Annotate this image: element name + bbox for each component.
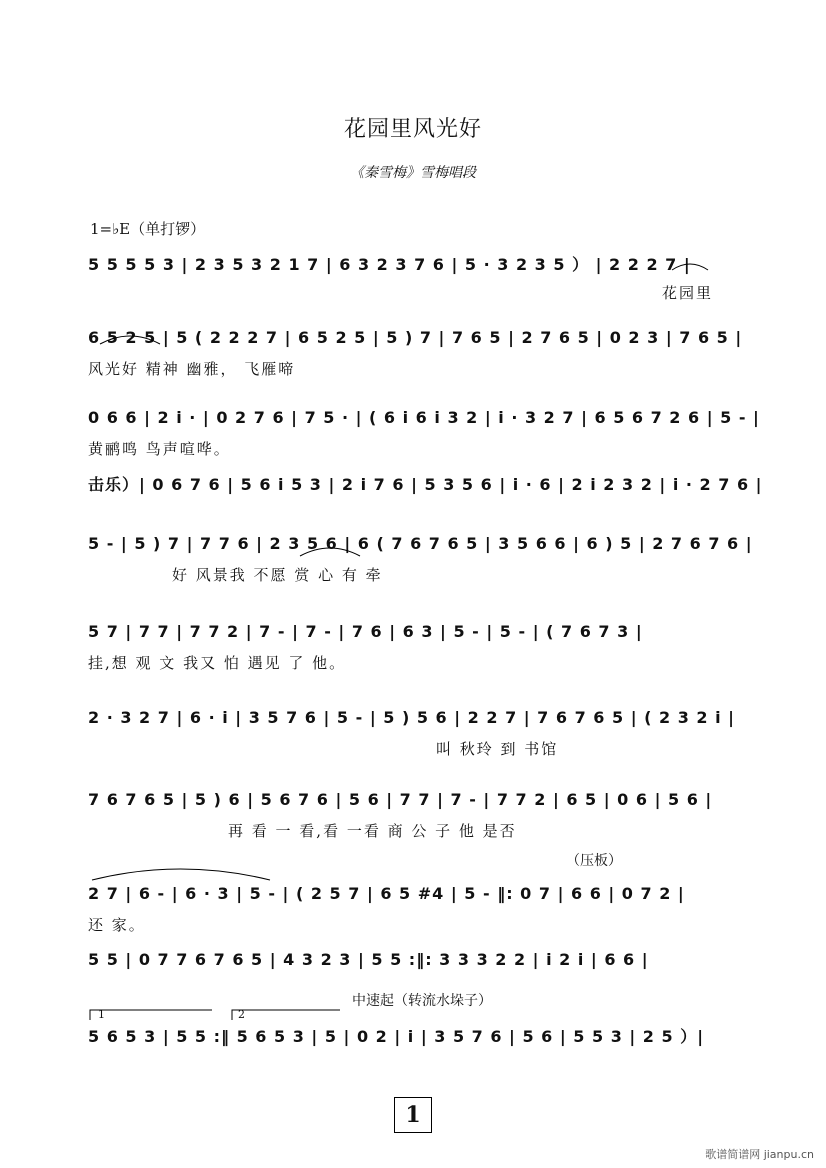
lyrics-line: 叫 秋玲 到 书馆 [436, 740, 559, 758]
volta-1: 1 [98, 1008, 105, 1021]
slur-arc [92, 869, 270, 880]
notation-line: 5 - | 5 ) 7 | 7 7 6 | 2 3 5 6 | 6 ( 7 6 7 6 5 | 3 5 6 6 | 6 ) 5 | 2 7 6 7 6 | [88, 534, 753, 553]
page-title: 花园里风光好 [343, 117, 482, 142]
key-signature: 1=♭E（单打锣） [90, 220, 206, 238]
lyrics-line: 风光好 精神 幽雅， 飞雁啼 [88, 360, 296, 378]
lyrics-line: 黄鹂鸣 鸟声喧哗。 [88, 440, 231, 458]
notation-line: 2 · 3 2 7 | 6 · i | 3 5 7 6 | 5 - | 5 ) 5 6 | 2 2 7 | 7 6 7 6 5 | ( 2 3 2 i | [88, 708, 735, 727]
lyrics-line: 挂,想 观 文 我又 怕 遇见 了 他。 [88, 654, 347, 672]
slur-arc [672, 264, 708, 270]
notation-line: 0 6 6 | 2 i · | 0 2 7 6 | 7 5 · | ( 6 i 6 i 3 2 | i · 3 2 7 | 6 5 6 7 2 6 | 5 - | [88, 408, 760, 427]
watermark-footer: 歌谱简谱网 jianpu.cn [705, 1148, 814, 1161]
notation-line: 5 5 5 5 3 | 2 3 5 3 2 1 7 | 6 3 2 3 7 6 | 5 · 3 2 3 5 ） | 2 2 2 7 | [88, 255, 691, 274]
notation-line: 6 5 2 5 | 5 ( 2 2 2 7 | 6 5 2 5 | 5 ) 7 | 7 6 5 | 2 7 6 5 | 0 2 3 | 7 6 5 | [88, 328, 743, 347]
volta-2: 2 [238, 1008, 245, 1021]
yaban-marker: （压板） [566, 853, 622, 869]
slur-arc [100, 336, 160, 344]
lyrics-line: 再 看 一 看,看 一看 商 公 子 他 是否 [228, 822, 517, 840]
lyrics-line: 好 风景我 不愿 赏 心 有 牵 [172, 566, 383, 584]
notation-line: 击乐）| 0 6 7 6 | 5 6 i 5 3 | 2 i 7 6 | 5 3 5 6 | i · 6 | 2 i 2 3 2 | i · 2 7 6 | [88, 475, 763, 494]
page-number: 1 [394, 1097, 432, 1133]
lyrics-line: 还 家。 [88, 916, 146, 934]
lyrics-line: 花园里 [662, 284, 714, 302]
slur-arc [300, 548, 360, 556]
notation-line: 5 5 | 0 7 7 6 7 6 5 | 4 3 2 3 | 5 5 :‖: 3 3 3 2 2 | i 2 i | 6 6 | [88, 950, 649, 969]
subtitle: 《秦雪梅》雪梅唱段 [350, 165, 476, 181]
notation-line: 5 7 | 7 7 | 7 7 2 | 7 - | 7 - | 7 6 | 6 3 | 5 - | 5 - | ( 7 6 7 3 | [88, 622, 643, 641]
notation-line: 7 6 7 6 5 | 5 ) 6 | 5 6 7 6 | 5 6 | 7 7 | 7 - | 7 7 2 | 6 5 | 0 6 | 5 6 | [88, 790, 713, 809]
tempo-marker: 中速起（转流水垛子） [352, 993, 492, 1009]
notation-line: 5 6 5 3 | 5 5 :‖ 5 6 5 3 | 5 | 0 2 | i | 3 5 7 6 | 5 6 | 5 5 3 | 2 5 ）| [88, 1027, 705, 1046]
notation-line: 2 7 | 6 - | 6 · 3 | 5 - | ( 2 5 7 | 6 5 #4 | 5 - ‖: 0 7 | 6 6 | 0 7 2 | [88, 884, 685, 903]
